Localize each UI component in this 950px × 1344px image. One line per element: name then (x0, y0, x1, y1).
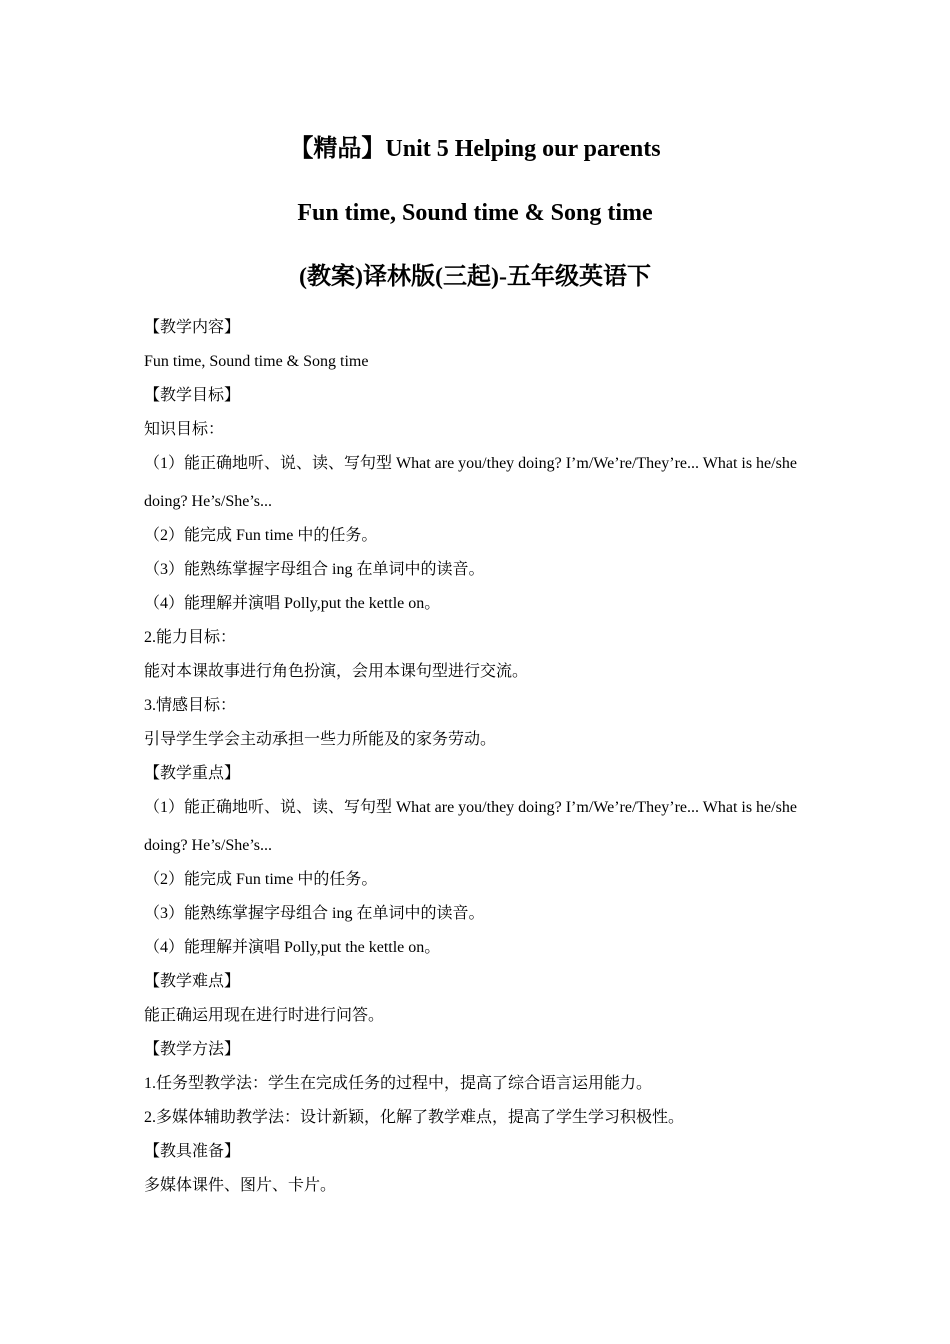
key-point-item-2: （2）能完成 Fun time 中的任务。 (144, 871, 378, 888)
difficulty-text: 能正确运用现在进行时进行问答。 (144, 1007, 385, 1024)
objective-item-1: （1）能正确地听、说、读、写句型 What are you/they doing? I’m/We’re/They’re... What is he/she (144, 455, 797, 472)
objective-ability-label: 2.能力目标： (144, 629, 237, 646)
objective-emotion-label: 3.情感目标： (144, 697, 237, 714)
objective-item-4: （4）能理解并演唱 Polly,put the kettle on。 (144, 595, 441, 612)
key-point-item-3: （3）能熟练掌握字母组合 ing 在单词中的读音。 (144, 905, 485, 922)
document-subtitle: Fun time, Sound time & Song time (297, 200, 653, 226)
method-item-2: 2.多媒体辅助教学法：设计新颖，化解了教学难点，提高了学生学习积极性。 (144, 1109, 685, 1126)
objective-knowledge-label: 知识目标： (144, 421, 225, 438)
key-point-item-1-cont: doing? He’s/She’s... (144, 837, 272, 854)
section-heading-difficulties: 【教学难点】 (144, 973, 241, 990)
objective-item-2: （2）能完成 Fun time 中的任务。 (144, 527, 378, 544)
content-text: Fun time, Sound time & Song time (144, 353, 369, 370)
method-item-1: 1.任务型教学法：学生在完成任务的过程中，提高了综合语言运用能力。 (144, 1075, 653, 1092)
materials-text: 多媒体课件、图片、卡片。 (144, 1177, 337, 1194)
objective-item-3: （3）能熟练掌握字母组合 ing 在单词中的读音。 (144, 561, 485, 578)
section-heading-key-points: 【教学重点】 (144, 765, 241, 782)
section-heading-content: 【教学内容】 (144, 319, 241, 336)
document-edition: (教案)译林版(三起)-五年级英语下 (299, 264, 651, 290)
document-body (144, 314, 824, 1206)
section-heading-objectives: 【教学目标】 (144, 387, 241, 404)
section-heading-methods: 【教学方法】 (144, 1041, 241, 1058)
document-title: 【精品】Unit 5 Helping our parents (289, 136, 661, 162)
objective-emotion-text: 引导学生学会主动承担一些力所能及的家务劳动。 (144, 731, 497, 748)
key-point-item-1: （1）能正确地听、说、读、写句型 What are you/they doing? I’m/We’re/They’re... What is he/she (144, 799, 797, 816)
objective-ability-text: 能对本课故事进行角色扮演，会用本课句型进行交流。 (144, 663, 529, 680)
objective-item-1-cont: doing? He’s/She’s... (144, 493, 272, 510)
section-heading-materials: 【教具准备】 (144, 1143, 241, 1160)
key-point-item-4: （4）能理解并演唱 Polly,put the kettle on。 (144, 939, 441, 956)
